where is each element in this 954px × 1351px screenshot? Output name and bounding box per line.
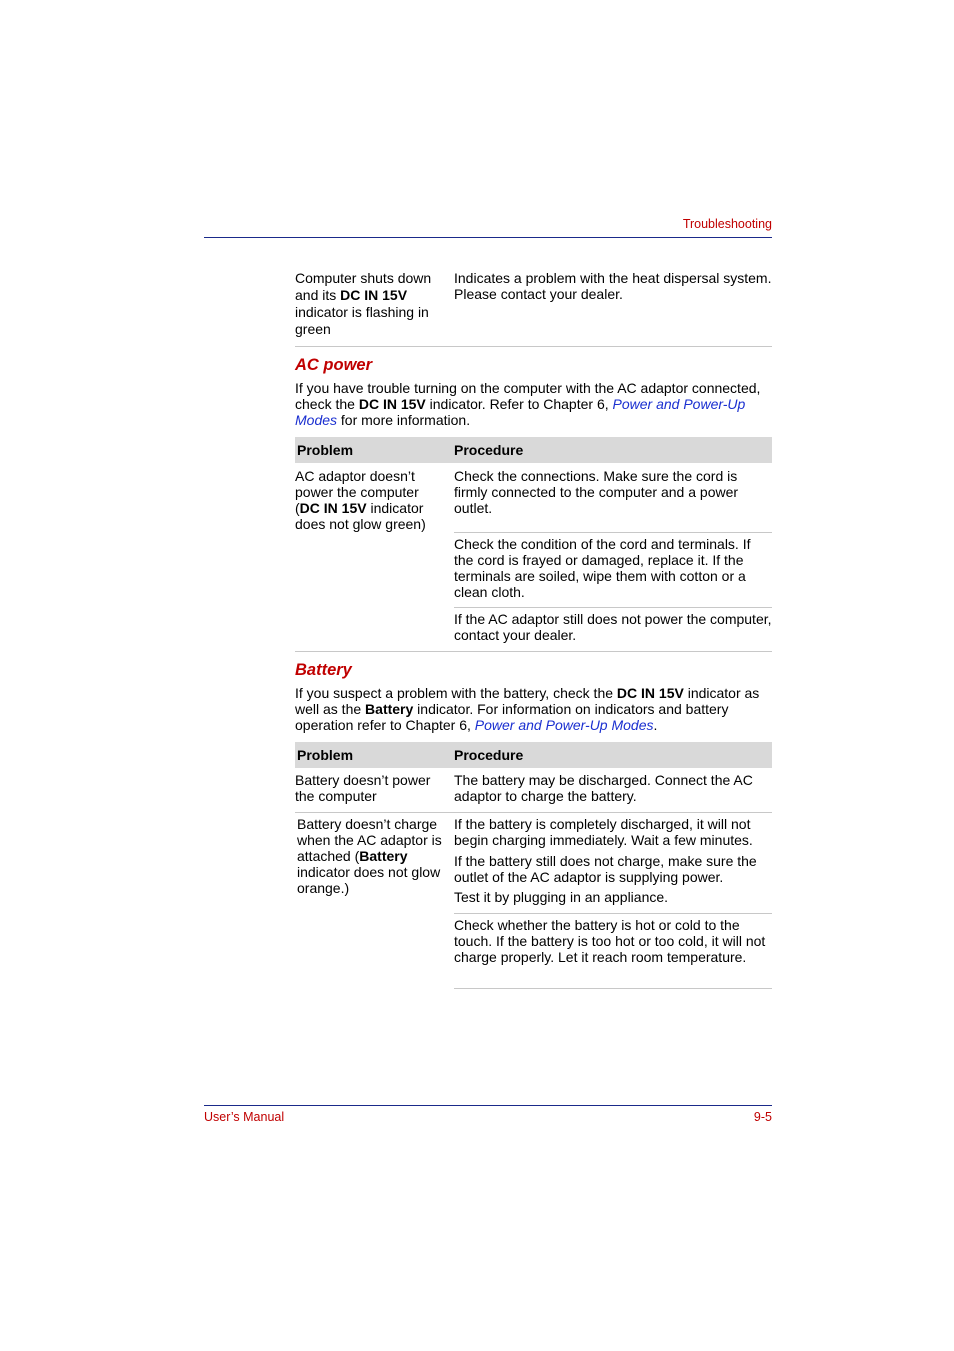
chapter-link[interactable]: Power and Power-Up Modes (474, 717, 654, 733)
table-header (295, 742, 772, 768)
problem-cell: AC adaptor doesn’t power the computer (DC IN 15V indicator does not glow green) (295, 468, 426, 532)
column-header-problem: Problem (297, 442, 354, 458)
column-header-procedure: Procedure (454, 747, 524, 763)
problem-cell: Battery doesn’t power the computer (295, 772, 431, 804)
running-header: Troubleshooting (682, 217, 772, 231)
procedure-group (454, 468, 772, 651)
procedure-cell: Check whether the battery is hot or cold to the touch. If the battery is too hot or too cold, it will not charge properly. Let it reach room temperature. (454, 917, 766, 965)
section-heading-battery: Battery (295, 661, 352, 679)
procedure-group (454, 816, 772, 989)
row-divider (295, 651, 772, 652)
chapter-link[interactable]: Power and Power-Up Modes (295, 396, 746, 428)
table-row (295, 772, 772, 812)
page-number: 9-5 (753, 1110, 772, 1124)
procedure-paragraph: If the battery is completely discharged, it will not begin charging immediately. Wait a few minutes. (454, 816, 753, 848)
procedure-cell: Check the condition of the cord and terminals. If the cord is frayed or damaged, replace it. If the terminals are soiled, wipe them with cotton or a clean cloth. (454, 536, 751, 600)
ac-power-intro: If you have trouble turning on the computer with the AC adaptor connected, check the DC IN 15V indicator. Refer to Chapter 6, Power and Power-Up Modes for more information. (295, 380, 761, 428)
footer-rule (204, 1105, 772, 1106)
row-divider (295, 812, 772, 813)
page-content (295, 270, 772, 989)
problem-cell: Battery doesn’t charge when the AC adaptor is attached (Battery indicator does not glow orange.) (297, 816, 442, 896)
procedure-paragraph: Test it by plugging in an appliance. (454, 889, 669, 905)
procedure-paragraph: If the battery still does not charge, make sure the outlet of the AC adaptor is supplying power. (454, 853, 757, 885)
procedure-cell: The battery may be discharged. Connect the AC adaptor to charge the battery. (454, 772, 753, 804)
header-rule (204, 237, 772, 238)
column-header-procedure: Procedure (454, 442, 524, 458)
table-row (295, 468, 772, 651)
table-header (295, 437, 772, 463)
procedure-cell: Indicates a problem with the heat dispersal system. Please contact your dealer. (454, 270, 772, 302)
table-row (295, 270, 772, 346)
row-divider (454, 988, 772, 989)
row-divider (295, 346, 772, 347)
section-heading-ac-power: AC power (295, 356, 373, 374)
procedure-cell: Check the connections. Make sure the cord is firmly connected to the computer and a power outlet. (454, 468, 739, 516)
problem-cell: Computer shuts down and its DC IN 15V indicator is flashing in green (295, 270, 432, 337)
footer-manual-title: User’s Manual (204, 1110, 285, 1124)
battery-intro: If you suspect a problem with the battery, check the DC IN 15V indicator as well as the Battery indicator. For information on indicators and battery operation refer to Chapter 6, Power and Power-Up Modes. (295, 685, 760, 733)
procedure-cell: If the AC adaptor still does not power the computer, contact your dealer. (454, 611, 772, 643)
table-row (295, 816, 772, 989)
column-header-problem: Problem (297, 747, 354, 763)
procedure-cell (454, 816, 772, 913)
